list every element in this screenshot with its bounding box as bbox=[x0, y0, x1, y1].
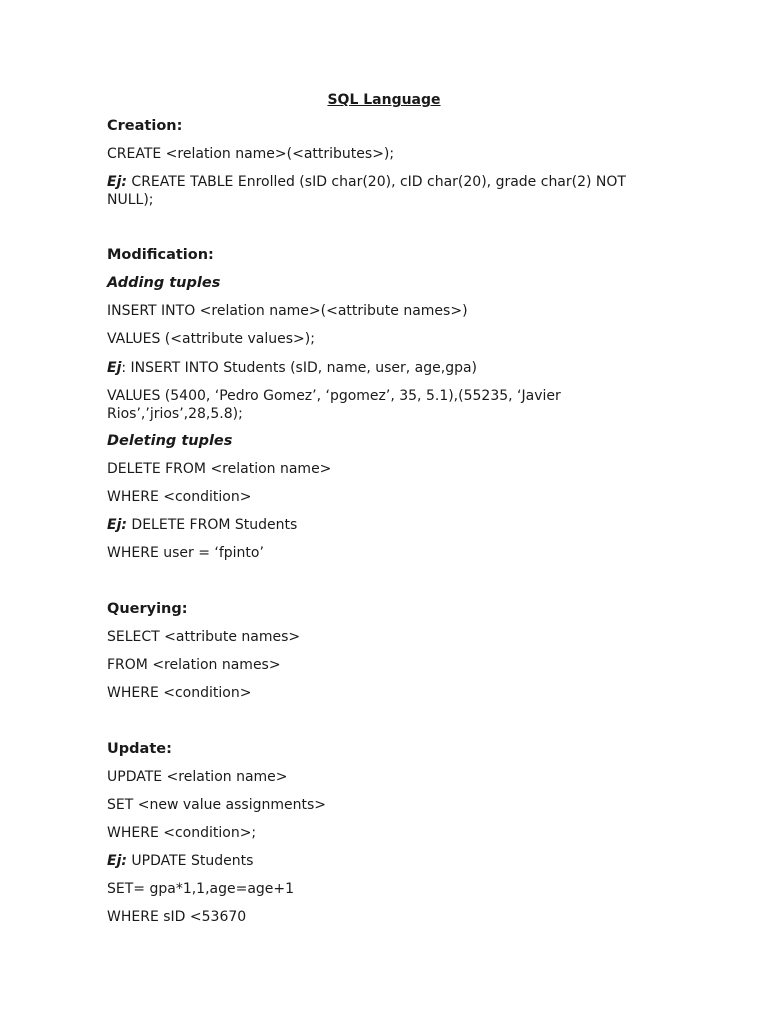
insert-example bbox=[107, 360, 637, 377]
update-syntax-line2: SET <new value assignments> bbox=[107, 797, 326, 813]
adding-tuples-subheading: Adding tuples bbox=[107, 275, 221, 291]
update-syntax-line3: WHERE <condition>; bbox=[107, 825, 257, 841]
delete-syntax-line2: WHERE <condition> bbox=[107, 489, 252, 505]
select-line: SELECT <attribute names> bbox=[107, 629, 301, 645]
update-example-set: SET= gpa*1,1,age=age+1 bbox=[107, 881, 295, 897]
example-label: Ej bbox=[107, 360, 122, 376]
insert-syntax-line1: INSERT INTO <relation name>(<attribute names>) bbox=[107, 303, 468, 319]
delete-example bbox=[107, 517, 637, 534]
update-example-where: WHERE sID <53670 bbox=[107, 909, 247, 925]
page-title: SQL Language bbox=[327, 92, 441, 108]
creation-syntax: CREATE <relation name>(<attributes>); bbox=[107, 146, 395, 162]
creation-example bbox=[107, 174, 637, 191]
example-label: Ej: bbox=[107, 853, 127, 869]
creation-example-text: CREATE TABLE Enrolled (sID char(20), cID char(20), grade char(2) NOT bbox=[126, 174, 626, 190]
insert-example-text: : INSERT INTO Students (sID, name, user, age,gpa) bbox=[121, 360, 478, 376]
modification-heading: Modification: bbox=[107, 247, 214, 263]
example-label: Ej: bbox=[107, 174, 127, 190]
update-example-text: UPDATE Students bbox=[126, 853, 254, 869]
insert-example-values-continued: Rios’,’jrios’,28,5.8); bbox=[107, 406, 243, 422]
update-example bbox=[107, 853, 637, 870]
insert-example-values: VALUES (5400, ‘Pedro Gomez’, ‘pgomez’, 35, 5.1),(55235, ‘Javier bbox=[107, 388, 561, 404]
creation-example-continued: NULL); bbox=[107, 192, 154, 208]
update-heading: Update: bbox=[107, 741, 172, 757]
insert-syntax-line2: VALUES (<attribute values>); bbox=[107, 331, 315, 347]
creation-heading: Creation: bbox=[107, 118, 183, 134]
update-syntax-line1: UPDATE <relation name> bbox=[107, 769, 288, 785]
delete-example-text: DELETE FROM Students bbox=[126, 517, 298, 533]
delete-example-where: WHERE user = ‘fpinto’ bbox=[107, 545, 264, 561]
where-line: WHERE <condition> bbox=[107, 685, 252, 701]
querying-heading: Querying: bbox=[107, 601, 188, 617]
example-label: Ej: bbox=[107, 517, 127, 533]
delete-syntax-line1: DELETE FROM <relation name> bbox=[107, 461, 332, 477]
deleting-tuples-subheading: Deleting tuples bbox=[107, 433, 233, 449]
from-line: FROM <relation names> bbox=[107, 657, 281, 673]
